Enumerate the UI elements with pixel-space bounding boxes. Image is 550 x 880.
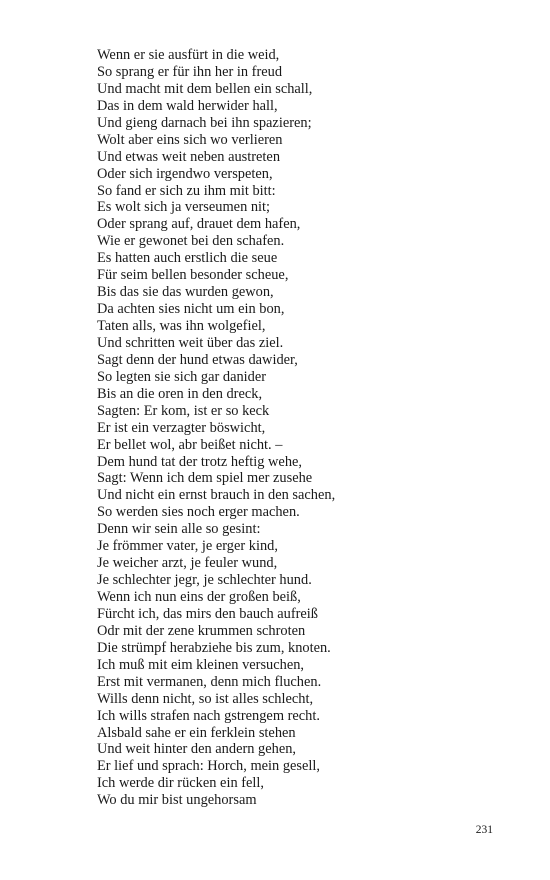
page-number: 231: [475, 824, 493, 836]
poem-line: Sagt: Wenn ich dem spiel mer zusehe: [97, 470, 313, 487]
poem-line: Und etwas weit neben austreten: [97, 148, 281, 165]
poem-line: So werden sies noch erger machen.: [97, 504, 300, 521]
poem-line: Taten alls, was ihn wolgefiel,: [97, 318, 266, 334]
poem-line: Erst mit vermanen, denn mich fluchen.: [97, 673, 322, 690]
poem-line: So sprang er für ihn her in freud: [97, 63, 283, 80]
poem-line: Und weit hinter den andern gehen,: [97, 741, 297, 758]
poem-line: Sagten: Er kom, ist er so keck: [97, 402, 270, 419]
poem-text: [97, 47, 335, 809]
poem-line: Und nicht ein ernst brauch in den sachen,: [97, 487, 336, 504]
poem-line: Und macht mit dem bellen ein schall,: [97, 80, 313, 97]
poem-line: Wenn er sie ausfürt in die weid,: [97, 47, 280, 63]
poem-line: Je frömmer vater, je erger kind,: [97, 538, 278, 555]
poem-line: Oder sprang auf, drauet dem hafen,: [97, 216, 301, 233]
poem-line: Ich muß mit eim kleinen versuchen,: [97, 656, 305, 673]
poem-line: So legten sie sich gar danider: [97, 368, 267, 385]
poem-line: Und schritten weit über das ziel.: [97, 334, 284, 351]
poem-line: Bis das sie das wurden gewon,: [97, 284, 274, 301]
poem-line: Oder sich irgendwo verspeten,: [97, 165, 273, 182]
poem-line: Es wolt sich ja verseumen nit;: [97, 199, 271, 216]
poem-line: Ich wills strafen nach gstrengem recht.: [97, 707, 320, 724]
poem-line: Da achten sies nicht um ein bon,: [97, 301, 285, 318]
poem-line: Wolt aber eins sich wo verlieren: [97, 131, 283, 148]
poem-line: Odr mit der zene krummen schroten: [97, 622, 306, 639]
poem-line: Alsbald sahe er ein ferklein stehen: [97, 724, 296, 741]
poem-line: So fand er sich zu ihm mit bitt:: [97, 182, 276, 199]
poem-line: Und gieng darnach bei ihn spazieren;: [97, 114, 312, 131]
poem-line: Das in dem wald herwider hall,: [97, 97, 278, 114]
poem-line: Er ist ein verzagter böswicht,: [97, 419, 266, 436]
poem-line: Denn wir sein alle so gesint:: [97, 521, 261, 538]
poem-line: Wills denn nicht, so ist alles schlecht,: [97, 690, 314, 707]
poem-line: Bis an die oren in den dreck,: [97, 385, 263, 402]
poem-line: Wie er gewonet bei den schafen.: [97, 233, 285, 250]
poem-line: Er lief und sprach: Horch, mein gesell,: [97, 758, 320, 775]
poem-line: Ich werde dir rücken ein fell,: [97, 775, 265, 792]
poem-line: Er bellet wol, abr beißet nicht. –: [97, 436, 283, 453]
poem-line: Je schlechter jegr, je schlechter hund.: [97, 572, 312, 589]
poem-line: Für seim bellen besonder scheue,: [97, 267, 289, 284]
poem-line: Je weicher arzt, je feuler wund,: [97, 555, 278, 572]
poem-line: Fürcht ich, das mirs den bauch aufreiß: [97, 605, 318, 622]
poem-line: Dem hund tat der trotz heftig wehe,: [97, 453, 302, 470]
poem-line: Es hatten auch erstlich die seue: [97, 250, 278, 267]
poem-line: Wenn ich nun eins der großen beiß,: [97, 589, 301, 605]
poem-line: Die strümpf herabziehe bis zum, knoten.: [97, 639, 331, 656]
poem-line: Wo du mir bist ungehorsam: [97, 792, 257, 809]
poem-line: Sagt denn der hund etwas dawider,: [97, 351, 298, 368]
